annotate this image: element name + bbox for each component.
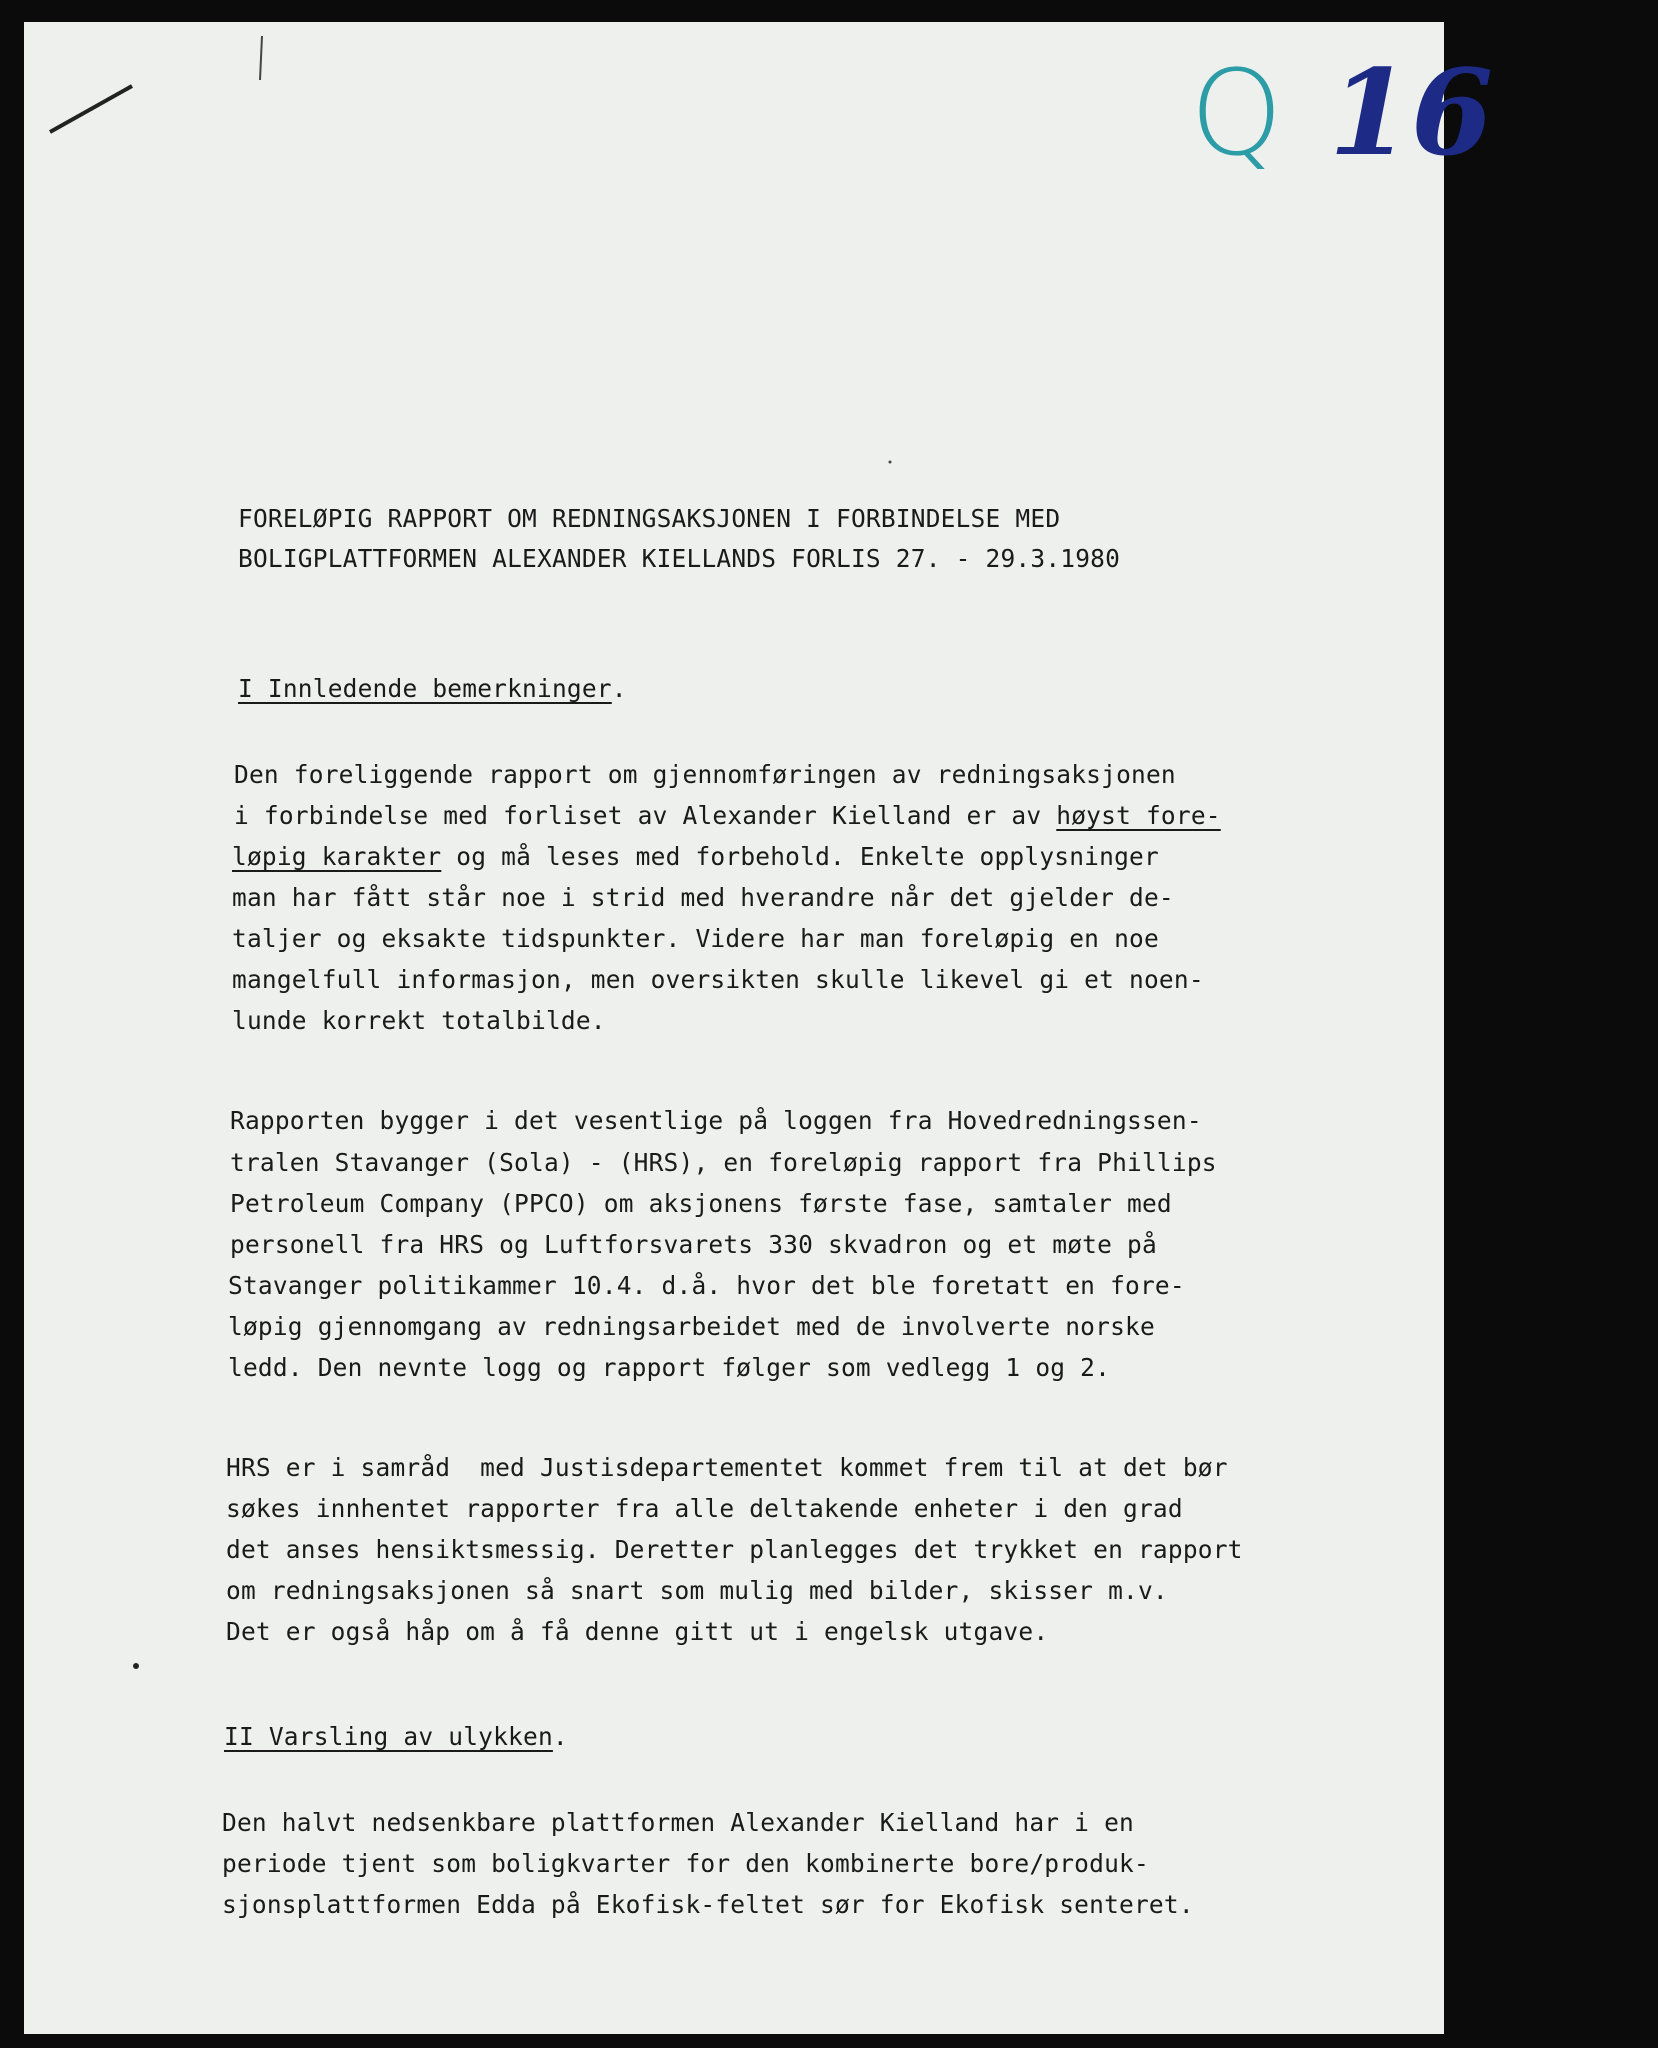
s1-p3-line-1: HRS er i samråd med Justisdepartementet kommet frem til at det bør <box>226 1453 1228 1482</box>
document-page <box>24 22 1494 2034</box>
s1-p1-line-3 <box>232 842 1652 872</box>
section-2-heading-text: II Varsling av ulykken <box>224 1722 553 1751</box>
s1-p2-line-1: Rapporten bygger i det vesentlige på loggen fra Hovedredningssen- <box>230 1106 1202 1135</box>
s1-p2-line-5: Stavanger politikammer 10.4. d.å. hvor det ble foretatt en fore- <box>228 1271 1185 1300</box>
pen-stroke-top-left <box>50 86 132 132</box>
speck <box>889 461 892 464</box>
s1-p2-line-7: ledd. Den nevnte logg og rapport følger som vedlegg 1 og 2. <box>228 1353 1111 1382</box>
section-2-heading-suffix: . <box>552 1722 568 1751</box>
s1-p1-line-2 <box>234 801 1654 831</box>
s1-p1-line-1: Den foreliggende rapport om gjennomføringen av redningsaksjonen <box>234 760 1176 789</box>
s2-p1-line-3: sjonsplattformen Edda på Ekofisk-feltet sør for Ekofisk senteret. <box>222 1890 1194 1919</box>
s1-p3-line-3: det anses hensiktsmessig. Deretter planlegges det trykket en rapport <box>226 1535 1243 1564</box>
s2-p1-line-1: Den halvt nedsenkbare plattformen Alexander Kielland har i en <box>222 1808 1134 1837</box>
section-1-heading <box>238 674 1658 704</box>
s1-p1-line-5: taljer og eksakte tidspunkter. Videre har man foreløpig en noe <box>232 924 1159 953</box>
s1-p1-line-7: lunde korrekt totalbilde. <box>232 1006 606 1035</box>
section-1-heading-text: I Innledende bemerkninger <box>238 674 612 703</box>
s1-p1-emphasis-2: løpig karakter <box>232 842 442 871</box>
s1-p1-line-4: man har fått står noe i strid med hverandre når det gjelder de- <box>232 883 1174 912</box>
stamp-letter: Q <box>1190 44 1283 182</box>
s1-p2-line-3: Petroleum Company (PPCO) om aksjonens første fase, samtaler med <box>230 1189 1172 1218</box>
s1-p1-line-3-text: og må leses med forbehold. Enkelte opplysninger <box>441 842 1159 871</box>
stamp-number: 16 <box>1328 43 1494 182</box>
pen-tick-top <box>260 36 262 80</box>
s1-p2-line-2: tralen Stavanger (Sola) - (HRS), en foreløpig rapport fra Phillips <box>230 1148 1217 1177</box>
s1-p1-emphasis-1: høyst fore- <box>1056 801 1221 830</box>
s1-p3-line-2: søkes innhentet rapporter fra alle deltakende enheter i den grad <box>226 1494 1183 1523</box>
s1-p1-line-2-text: i forbindelse med forliset av Alexander Kielland er av <box>234 801 1057 830</box>
s1-p1-line-6: mangelfull informasjon, men oversikten skulle likevel gi et noen- <box>232 965 1204 994</box>
title-line-1: FORELØPIG RAPPORT OM REDNINGSAKSJONEN I FORBINDELSE MED <box>238 504 1061 533</box>
s1-p3-line-4: om redningsaksjonen så snart som mulig med bilder, skisser m.v. <box>226 1576 1168 1605</box>
section-1-heading-suffix: . <box>611 674 627 703</box>
s2-p1-line-2: periode tjent som boligkvarter for den kombinerte bore/produk- <box>222 1849 1149 1878</box>
section-2-heading <box>224 1722 1644 1752</box>
s1-p2-line-6: løpig gjennomgang av redningsarbeidet med de involverte norske <box>228 1312 1155 1341</box>
s1-p3-line-5: Det er også håp om å få denne gitt ut i engelsk utgave. <box>226 1617 1049 1646</box>
archive-stamp <box>1190 43 1494 182</box>
title-line-2: BOLIGPLATTFORMEN ALEXANDER KIELLANDS FORLIS 27. - 29.3.1980 <box>238 544 1121 573</box>
s1-p2-line-4: personell fra HRS og Luftforsvarets 330 skvadron og et møte på <box>230 1230 1157 1259</box>
margin-dot <box>133 1663 139 1669</box>
